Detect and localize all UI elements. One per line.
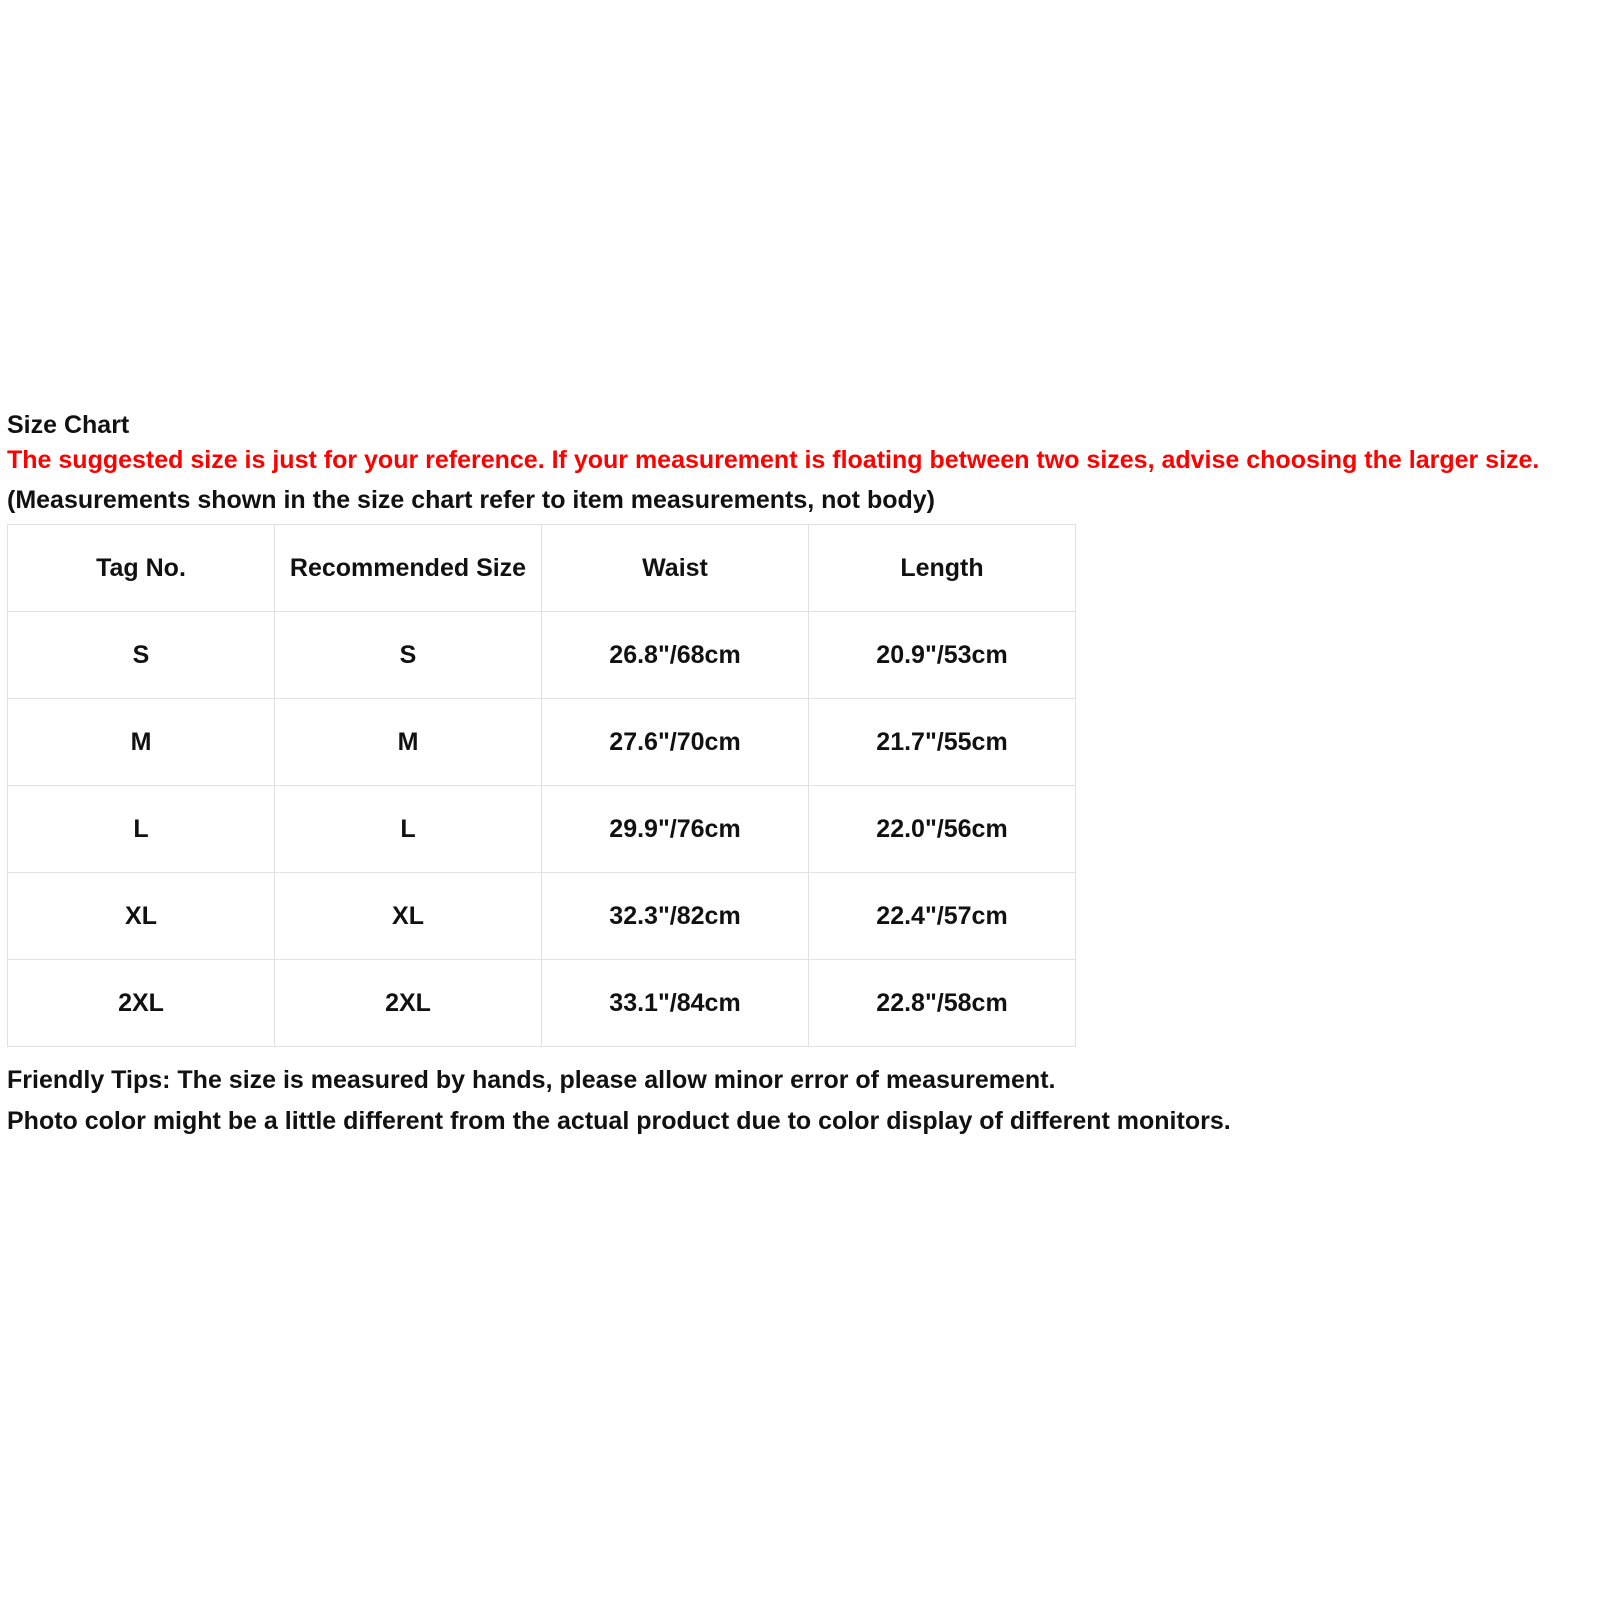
cell-recommended-size: S: [275, 612, 542, 699]
header-recommended-size: Recommended Size: [275, 525, 542, 612]
cell-recommended-size: XL: [275, 873, 542, 960]
cell-tag-no: XL: [8, 873, 275, 960]
cell-length: 20.9"/53cm: [809, 612, 1076, 699]
cell-waist: 29.9"/76cm: [542, 786, 809, 873]
size-advice-notice: The suggested size is just for your reference. If your measurement is floating between two sizes, advise choosing the larger size.: [7, 446, 1540, 474]
cell-waist: 26.8"/68cm: [542, 612, 809, 699]
header-waist: Waist: [542, 525, 809, 612]
cell-length: 21.7"/55cm: [809, 699, 1076, 786]
cell-length: 22.4"/57cm: [809, 873, 1076, 960]
cell-tag-no: L: [8, 786, 275, 873]
header-length: Length: [809, 525, 1076, 612]
size-chart-document: [7, 408, 1595, 1138]
table-row: [8, 612, 1076, 699]
header-tag-no: Tag No.: [8, 525, 275, 612]
cell-waist: 33.1"/84cm: [542, 960, 809, 1047]
color-disclaimer: Photo color might be a little different from the actual product due to color display of different monitors.: [7, 1107, 1231, 1135]
cell-tag-no: 2XL: [8, 960, 275, 1047]
table-row: [8, 873, 1076, 960]
table-header-row: [8, 525, 1076, 612]
table-row: [8, 699, 1076, 786]
cell-tag-no: S: [8, 612, 275, 699]
cell-length: 22.0"/56cm: [809, 786, 1076, 873]
friendly-tips: Friendly Tips: The size is measured by hands, please allow minor error of measurement.: [7, 1066, 1056, 1094]
cell-waist: 27.6"/70cm: [542, 699, 809, 786]
table-row: [8, 960, 1076, 1047]
size-table: [7, 524, 1076, 1047]
table-row: [8, 786, 1076, 873]
cell-recommended-size: 2XL: [275, 960, 542, 1047]
cell-recommended-size: L: [275, 786, 542, 873]
measurement-note: (Measurements shown in the size chart refer to item measurements, not body): [7, 486, 935, 514]
cell-length: 22.8"/58cm: [809, 960, 1076, 1047]
page-title: Size Chart: [7, 411, 130, 439]
cell-waist: 32.3"/82cm: [542, 873, 809, 960]
cell-recommended-size: M: [275, 699, 542, 786]
cell-tag-no: M: [8, 699, 275, 786]
